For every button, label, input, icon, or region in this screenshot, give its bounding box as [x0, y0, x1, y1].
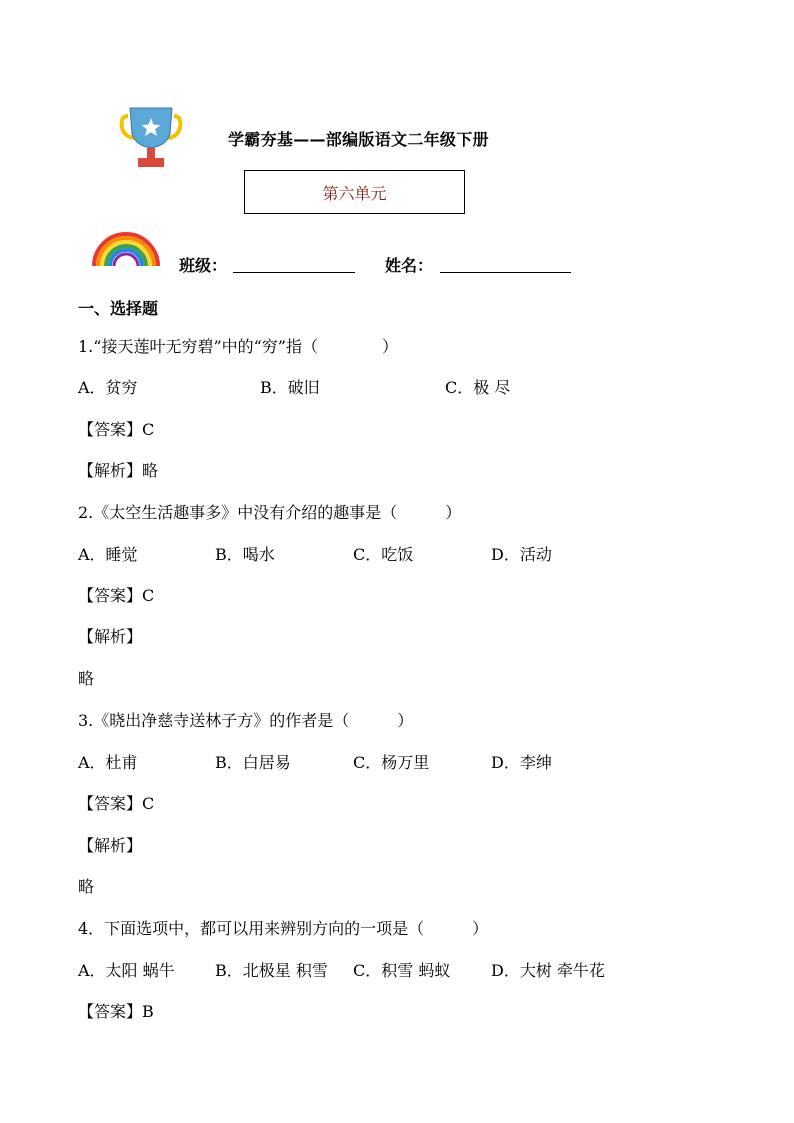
question-2-analysis-label: 【解析】 — [78, 627, 143, 646]
class-field[interactable] — [233, 272, 355, 273]
rainbow-icon — [88, 226, 164, 268]
question-3-option-c: C．杨万里 — [353, 753, 430, 772]
analysis-label: 【解析】 — [78, 461, 143, 480]
question-2-option-d: D．活动 — [491, 545, 552, 564]
question-3-option-b: B．白居易 — [215, 753, 291, 772]
question-1-answer: 【答案】C — [78, 420, 155, 439]
question-1-option-a: A．贫穷 — [78, 378, 138, 397]
question-1-option-b: B．破旧 — [260, 378, 320, 397]
name-field[interactable] — [440, 272, 571, 273]
question-2-answer: 【答案】C — [78, 586, 155, 605]
question-2-option-a: A．睡觉 — [78, 545, 138, 564]
question-3-analysis-label: 【解析】 — [78, 836, 143, 855]
trophy-icon — [118, 104, 184, 170]
unit-title-box — [244, 170, 465, 214]
question-2-analysis-text: 略 — [78, 669, 95, 688]
question-3-analysis-text: 略 — [78, 877, 95, 896]
question-3-stem: 3.《晓出净慈寺送林子方》的作者是（ ） — [78, 711, 414, 730]
question-4-option-c: C．积雪 蚂蚁 — [353, 961, 451, 980]
question-1-option-c: C．极 尽 — [445, 378, 511, 397]
question-3-option-a: A．杜甫 — [78, 753, 138, 772]
question-2-option-b: B．喝水 — [215, 545, 275, 564]
question-4-option-d: D．大树 牵牛花 — [491, 961, 605, 980]
question-1-stem: 1.“接天莲叶无穷碧”中的“穷”指（ ） — [78, 337, 398, 356]
unit-title: 第六单元 — [322, 183, 387, 203]
question-3-answer: 【答案】C — [78, 794, 155, 813]
question-2-stem: 2.《太空生活趣事多》中没有介绍的趣事是（ ） — [78, 503, 462, 522]
name-label: 姓名： — [385, 256, 434, 275]
question-4-stem: 4．下面选项中，都可以用来辨别方向的一项是（ ） — [78, 919, 489, 938]
question-4-option-a: A．太阳 蜗牛 — [78, 961, 175, 980]
class-label: 班级： — [179, 256, 228, 275]
question-1-analysis — [78, 461, 158, 481]
section-title: 一、选择题 — [78, 299, 159, 318]
question-4-answer: 【答案】B — [78, 1002, 154, 1021]
analysis-text: 略 — [142, 461, 159, 480]
question-2-option-c: C．吃饭 — [353, 545, 414, 564]
document-title: 学霸夯基——部编版语文二年级下册 — [228, 130, 489, 149]
question-3-option-d: D．李绅 — [491, 753, 552, 772]
question-4-option-b: B．北极星 积雪 — [215, 961, 328, 980]
